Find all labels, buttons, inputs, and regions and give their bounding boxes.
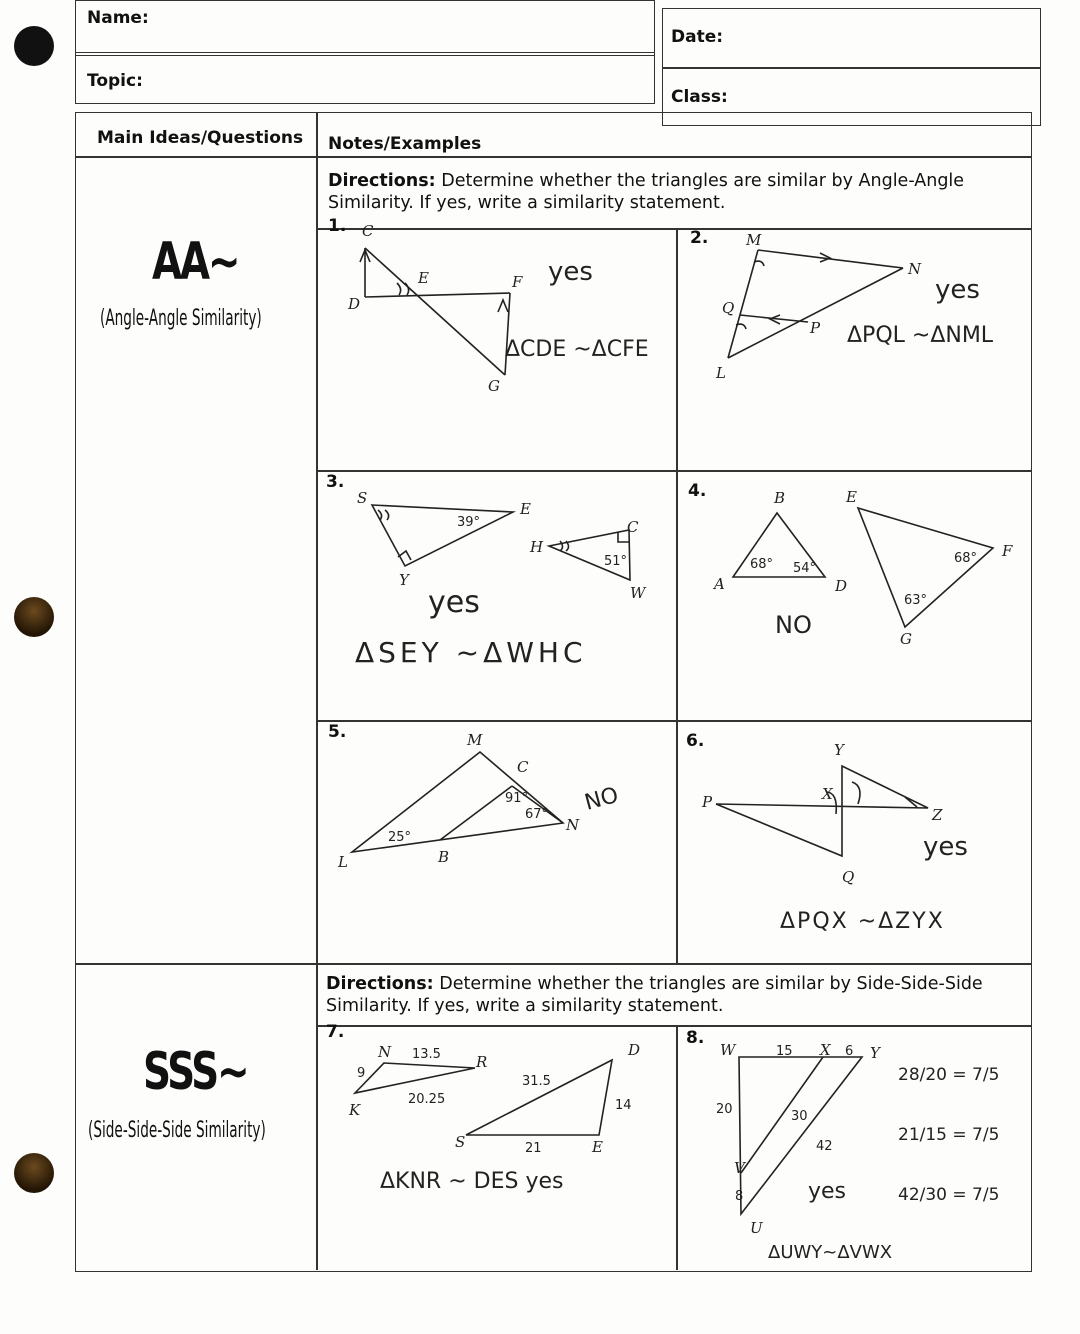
problem-3-number: 3. xyxy=(326,472,345,492)
point-label-w: W xyxy=(720,1041,736,1059)
point-label-l: L xyxy=(716,364,726,382)
point-label-g: G xyxy=(488,377,500,395)
problem-1-number: 1. xyxy=(328,216,347,236)
point-label-n: N xyxy=(908,260,922,278)
point-label-d: D xyxy=(628,1041,641,1059)
problem-2-number: 2. xyxy=(690,228,709,248)
side-length: 20 xyxy=(716,1102,733,1117)
side-length: 6 xyxy=(845,1044,854,1059)
side-length: 31.5 xyxy=(522,1074,551,1089)
point-label-d: D xyxy=(348,295,361,313)
problem-5-figure xyxy=(352,752,563,852)
handwritten-statement: ΔKNR ~ DES yes xyxy=(380,1169,564,1194)
point-label-v: V xyxy=(734,1159,745,1177)
point-label-m: M xyxy=(746,231,762,249)
point-label-z: Z xyxy=(932,806,943,824)
handwritten-answer: yes xyxy=(935,275,980,305)
handwritten-ratio: 28/20 = 7/5 xyxy=(898,1065,1000,1085)
side-length: 15 xyxy=(776,1044,793,1059)
point-label-p: P xyxy=(810,319,821,337)
point-label-e: E xyxy=(592,1138,603,1156)
aa-subtitle: (Angle-Angle Similarity) xyxy=(100,306,262,331)
point-label-l: L xyxy=(338,853,348,871)
class-label: Class: xyxy=(671,87,728,107)
side-length: 21 xyxy=(525,1141,542,1156)
handwritten-statement: ΔCDE ~ΔCFE xyxy=(505,337,649,362)
side-length: 42 xyxy=(816,1139,833,1154)
problem-3-figure xyxy=(372,505,630,580)
point-label-p: P xyxy=(702,793,713,811)
point-label-q: Q xyxy=(722,299,735,317)
angle-label: 39° xyxy=(457,515,481,530)
point-label-a: A xyxy=(714,575,725,593)
angle-label: 68° xyxy=(750,557,774,572)
sss-title: SSS~ xyxy=(143,1042,248,1102)
handwritten-statement: ΔSEY ~ΔWHC xyxy=(355,636,587,669)
handwritten-statement: ΔUWY~ΔVWX xyxy=(768,1242,893,1263)
point-label-s: S xyxy=(357,489,368,507)
aa-directions: Directions: Determine whether the triangles are similar by Angle-Angle Similarity. If yes, write a similarity statement. xyxy=(328,171,965,213)
sss-directions: Directions: Determine whether the triangles are similar by Side-Side-Side Similarity. If yes, write a similarity statement. xyxy=(326,974,983,1016)
side-length: 30 xyxy=(791,1109,808,1124)
side-length: 9 xyxy=(357,1066,366,1081)
point-label-s: S xyxy=(455,1133,466,1151)
problem-7-number: 7. xyxy=(326,1022,345,1042)
point-label-n: N xyxy=(566,816,580,834)
angle-label: 91° xyxy=(505,791,529,806)
angle-label: 25° xyxy=(388,830,412,845)
point-label-e: E xyxy=(520,500,531,518)
point-label-g: G xyxy=(900,630,912,648)
sss-subtitle: (Side-Side-Side Similarity) xyxy=(88,1118,266,1143)
name-label: Name: xyxy=(87,8,149,28)
point-label-d: D xyxy=(835,577,848,595)
point-label-y: Y xyxy=(870,1044,880,1062)
handwritten-answer: NO xyxy=(775,611,812,639)
handwritten-statement: ΔPQX ~ΔZYX xyxy=(780,909,945,934)
handwritten-answer: yes xyxy=(923,832,968,862)
handwritten-ratio: 21/15 = 7/5 xyxy=(898,1125,1000,1145)
point-label-c: C xyxy=(362,222,374,240)
topic-label: Topic: xyxy=(87,71,143,91)
side-length: 20.25 xyxy=(408,1092,446,1107)
angle-label: 51° xyxy=(604,554,628,569)
point-label-c: C xyxy=(627,518,639,536)
angle-label: 54° xyxy=(793,561,817,576)
point-label-y: Y xyxy=(399,571,409,589)
side-length: 8 xyxy=(735,1189,744,1204)
handwritten-answer: NO xyxy=(582,782,622,816)
handwritten-answer: yes xyxy=(548,257,593,287)
main-ideas-heading: Main Ideas/Questions xyxy=(97,128,304,148)
point-label-b: B xyxy=(774,489,786,507)
point-label-r: R xyxy=(476,1053,488,1071)
problem-6-number: 6. xyxy=(686,731,705,751)
side-length: 14 xyxy=(615,1098,632,1113)
point-label-m: M xyxy=(467,731,483,749)
notes-heading: Notes/Examples xyxy=(328,134,482,154)
point-label-x: X xyxy=(820,1041,831,1059)
point-label-x: X xyxy=(822,785,833,803)
point-label-f: F xyxy=(1002,542,1013,560)
handwritten-answer: yes xyxy=(428,585,480,620)
problem-4-number: 4. xyxy=(688,481,707,501)
point-label-y: Y xyxy=(834,741,844,759)
point-label-n: N xyxy=(378,1043,392,1061)
problem-1-figure xyxy=(360,248,510,375)
problem-5-number: 5. xyxy=(328,722,347,742)
angle-label: 63° xyxy=(904,593,928,608)
point-label-k: K xyxy=(349,1101,361,1119)
date-label: Date: xyxy=(671,27,724,47)
point-label-c: C xyxy=(517,758,529,776)
handwritten-answer: yes xyxy=(808,1179,847,1204)
angle-label: 68° xyxy=(954,551,978,566)
handwritten-statement: ΔPQL ~ΔNML xyxy=(847,323,994,348)
point-label-e: E xyxy=(846,488,857,506)
angle-label: 67° xyxy=(525,807,549,822)
problem-8-number: 8. xyxy=(686,1028,705,1048)
problem-7-figure xyxy=(355,1060,612,1135)
point-label-u: U xyxy=(750,1219,763,1237)
point-label-b: B xyxy=(438,848,450,866)
point-label-f: F xyxy=(512,273,523,291)
aa-title: AA~ xyxy=(152,232,239,292)
problem-6-figure xyxy=(716,766,928,856)
point-label-w: W xyxy=(630,584,646,602)
handwritten-ratio: 42/30 = 7/5 xyxy=(898,1185,1000,1205)
point-label-e: E xyxy=(418,269,429,287)
point-label-q: Q xyxy=(842,868,855,886)
point-label-h: H xyxy=(530,538,544,556)
side-length: 13.5 xyxy=(412,1047,441,1062)
